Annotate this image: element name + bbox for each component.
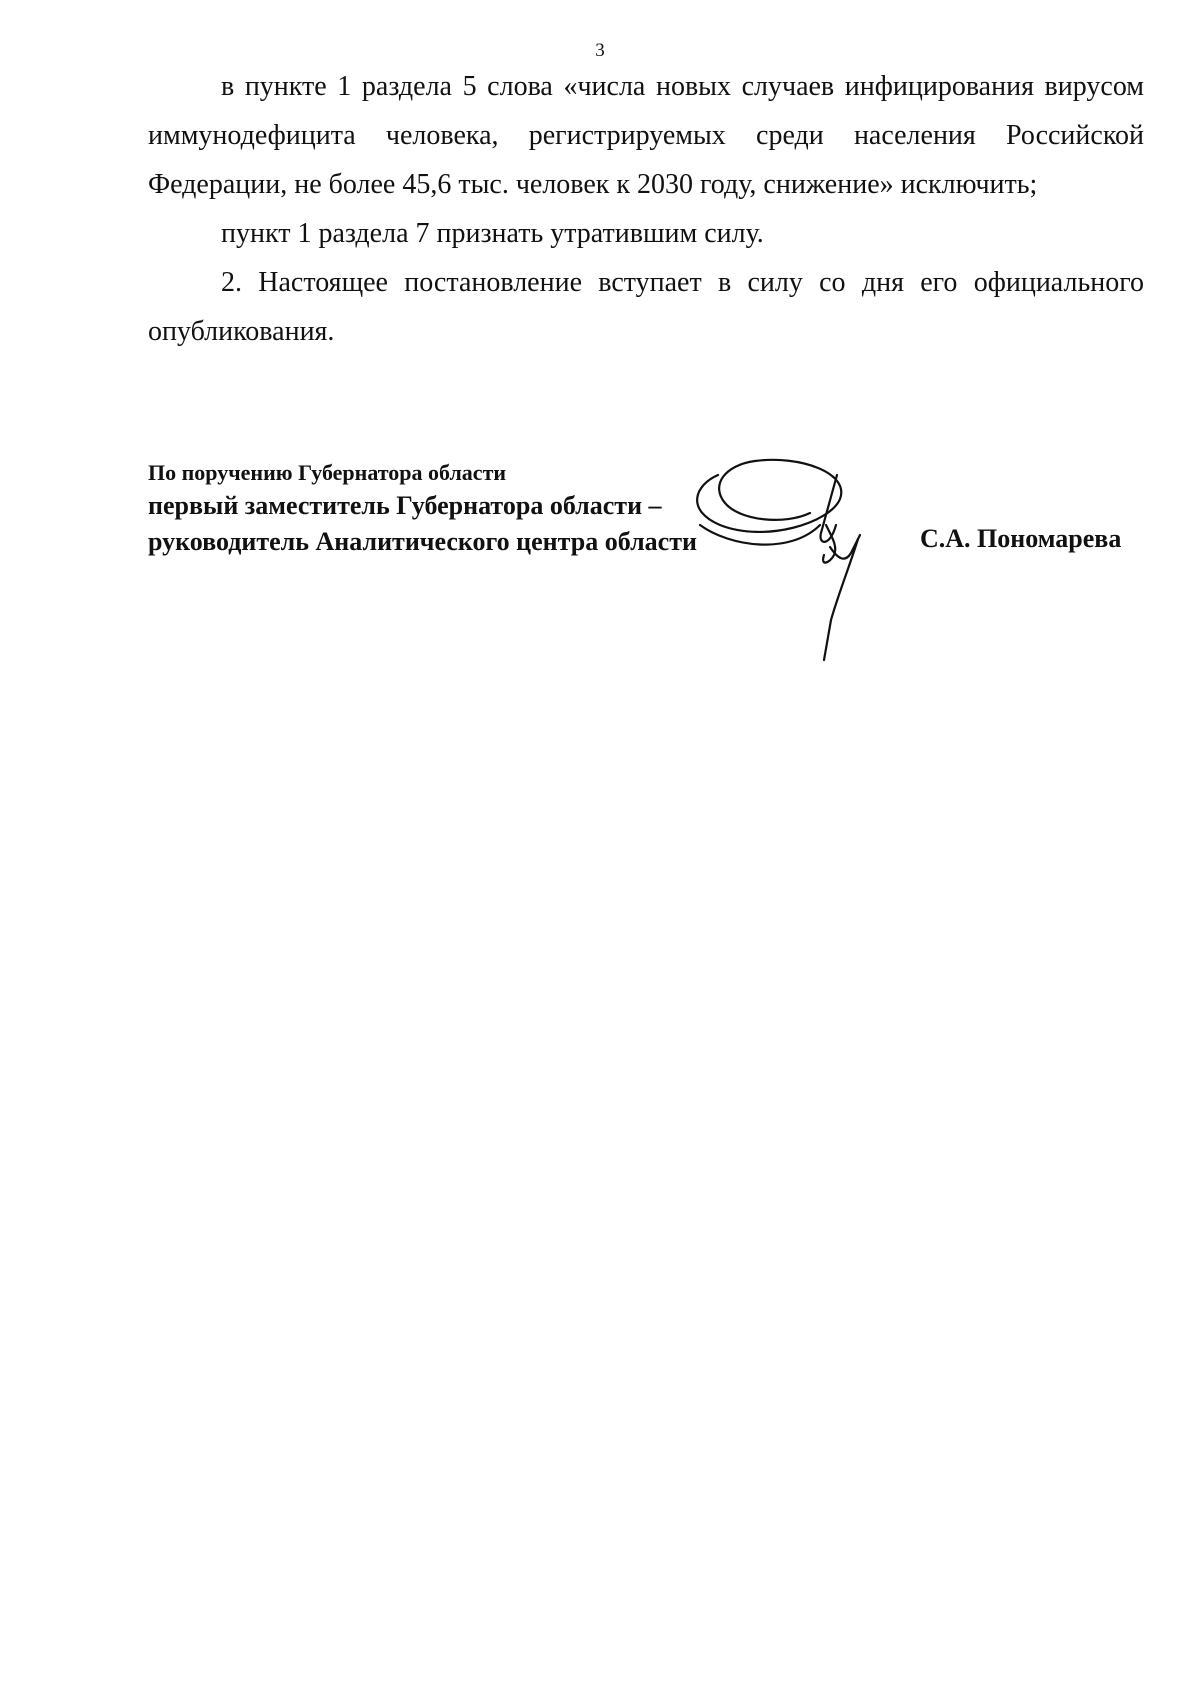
signatory-position: первый заместитель Губернатора области – (148, 491, 662, 520)
handwritten-signature-icon (690, 455, 930, 675)
document-body (148, 62, 1144, 356)
page-number: 3 (595, 40, 605, 61)
signatory-authority: По поручению Губернатора области (148, 460, 507, 485)
paragraph-entry-into-force: 2. Настоящее постановление вступает в силу со дня его официального опубликования. (148, 267, 1144, 347)
paragraph-section-7-repeal: пункт 1 раздела 7 признать утратившим силу. (221, 218, 764, 249)
paragraph-section-5-amendment: в пункте 1 раздела 5 слова «числа новых случаев инфицирования вирусом иммунодефицита человека, регистрируемых среди населения Российской Федерации, не более 45,6 тыс. человек к 2030 году, снижение» исключить; (148, 71, 1144, 200)
signatory-position-continued: руководитель Аналитического центра области (148, 527, 697, 556)
signatory-name: С.А. Пономарева (920, 524, 1122, 553)
